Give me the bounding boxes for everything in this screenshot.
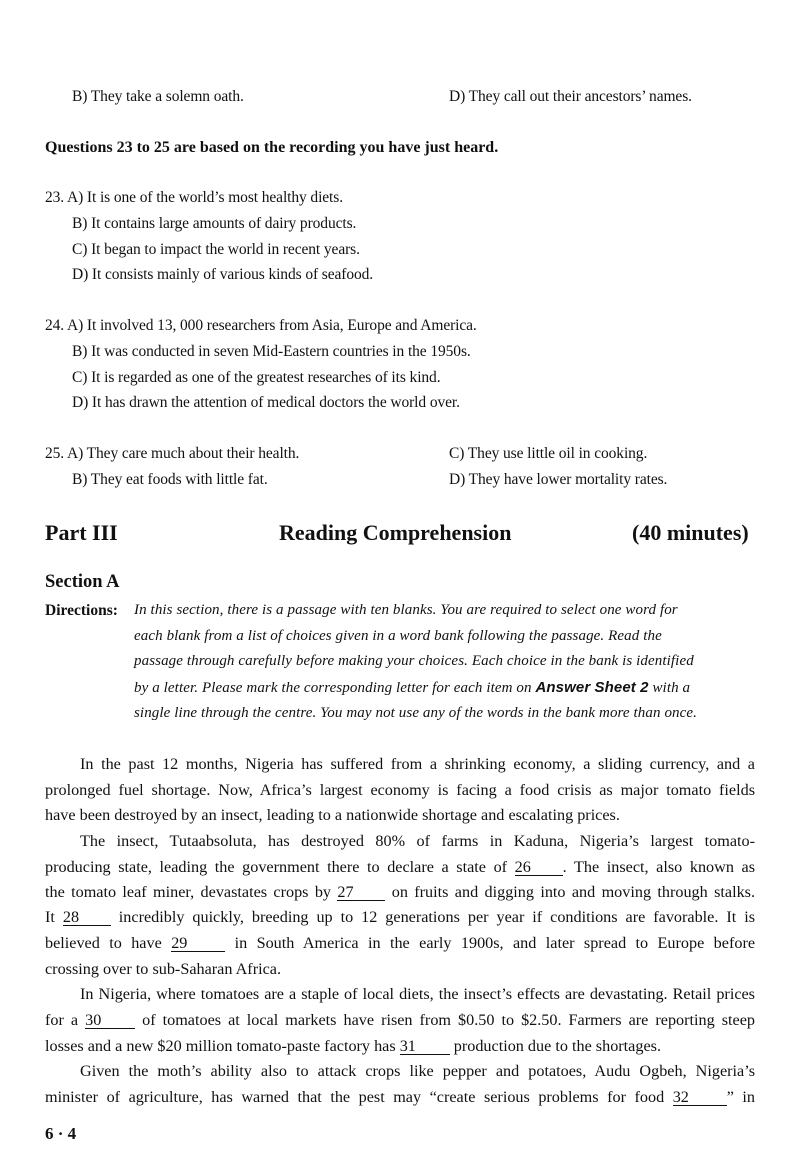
directions-line-5: single line through the centre. You may not use any of the words in the bank more than once. xyxy=(134,705,698,721)
passage-p2-line-5: believed to have 29 in South America in the early 1900s, and later spread to Europe before xyxy=(45,934,756,952)
passage-p2-line-4: It 28 incredibly quickly, breeding up to 12 generations per year if conditions are favorable. It is xyxy=(45,908,755,926)
q23-option-d: D) It consists mainly of various kinds of seafood. xyxy=(72,266,374,283)
q24-option-a: 24. A) It involved 13, 000 researchers from Asia, Europe and America. xyxy=(45,317,477,334)
passage-p1-line-1: In the past 12 months, Nigeria has suffered from a shrinking economy, a sliding currency, and a xyxy=(80,755,755,773)
passage-p3-line-1: In Nigeria, where tomatoes are a staple of local diets, the insect’s effects are devastating. Retail prices xyxy=(80,985,755,1003)
questions-header: Questions 23 to 25 are based on the recording you have just heard. xyxy=(45,139,499,156)
blank-26: 26 xyxy=(515,859,563,876)
q23-option-a: 23. A) It is one of the world’s most healthy diets. xyxy=(45,189,343,206)
q24-option-b: B) It was conducted in seven Mid-Eastern countries in the 1950s. xyxy=(72,343,471,360)
blank-32: 32 xyxy=(673,1089,727,1106)
passage-p1-line-2: prolonged fuel shortage. Now, Africa’s largest economy is facing a food crisis as major tomato fields xyxy=(45,781,755,799)
passage-p4-line-2: minister of agriculture, has warned that the pest may “create serious problems for food 32 ” in xyxy=(45,1088,756,1106)
q25-option-c: C) They use little oil in cooking. xyxy=(449,445,648,462)
answer-sheet-label: Answer Sheet 2 xyxy=(535,679,649,696)
passage-p2-line-3: the tomato leaf miner, devastates crops by 27 on fruits and digging into and moving through stalks. xyxy=(45,883,756,901)
directions-line-4: by a letter. Please mark the corresponding letter for each item on Answer Sheet 2 with a xyxy=(134,679,691,696)
section-title: Section A xyxy=(45,572,120,592)
q22-option-d: D) They call out their ancestors’ names. xyxy=(449,88,692,105)
q25-option-d: D) They have lower mortality rates. xyxy=(449,471,668,488)
q25-option-b: B) They eat foods with little fat. xyxy=(72,471,268,488)
directions-line-2: each blank from a list of choices given in a word bank following the passage. Read the xyxy=(134,628,662,644)
part-number: Part III xyxy=(45,520,118,545)
passage-p2-line-1: The insect, Tutaabsoluta, has destroyed 80% of farms in Kaduna, Nigeria’s largest tomato- xyxy=(80,832,755,850)
blank-27: 27 xyxy=(337,884,385,901)
part-title: Reading Comprehension xyxy=(279,520,512,545)
passage-p2-line-6: crossing over to sub-Saharan Africa. xyxy=(45,960,281,978)
page-number: 6 · 4 xyxy=(45,1124,77,1143)
directions-line-1: In this section, there is a passage with ten blanks. You are required to select one word for xyxy=(134,602,678,618)
q22-option-b: B) They take a solemn oath. xyxy=(72,88,244,105)
blank-30: 30 xyxy=(85,1012,135,1029)
passage-p3-line-2: for a 30 of tomatoes at local markets have risen from $0.50 to $2.50. Farmers are reporting steep xyxy=(45,1011,755,1029)
q24-option-c: C) It is regarded as one of the greatest researches of its kind. xyxy=(72,369,441,386)
q23-option-c: C) It began to impact the world in recent years. xyxy=(72,241,360,258)
passage-p1-line-3: have been destroyed by an insect, leading to a nationwide shortage and escalating prices. xyxy=(45,806,620,824)
blank-31: 31 xyxy=(400,1038,450,1055)
q23-option-b: B) It contains large amounts of dairy products. xyxy=(72,215,357,232)
q25-option-a: 25. A) They care much about their health. xyxy=(45,445,300,462)
passage-p3-line-3: losses and a new $20 million tomato-paste factory has 31 production due to the shortages. xyxy=(45,1037,661,1055)
directions-label: Directions: xyxy=(45,602,118,619)
part-time: (40 minutes) xyxy=(632,520,749,545)
directions-line-3: passage through carefully before making your choices. Each choice in the bank is identified xyxy=(134,653,694,669)
blank-28: 28 xyxy=(63,909,111,926)
blank-29: 29 xyxy=(171,935,225,952)
passage-p4-line-1: Given the moth’s ability also to attack crops like pepper and potatoes, Audu Ogbeh, Nigeria’s xyxy=(80,1062,755,1080)
q24-option-d: D) It has drawn the attention of medical doctors the world over. xyxy=(72,394,460,411)
passage-p2-line-2: producing state, leading the government there to declare a state of 26 . The insect, also known as xyxy=(45,858,756,876)
